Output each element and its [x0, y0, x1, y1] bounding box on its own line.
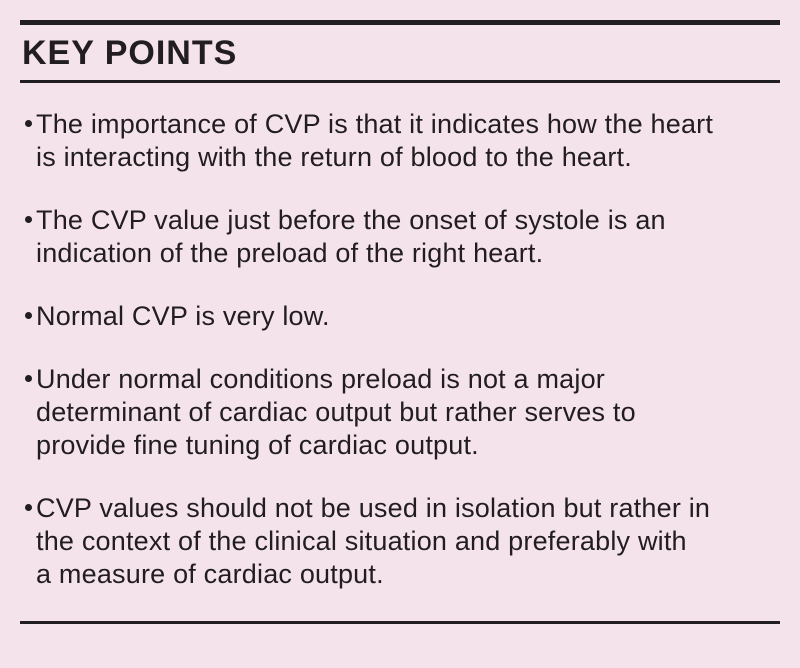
bullet-icon — [25, 120, 32, 127]
key-points-box — [0, 20, 800, 668]
list-item — [20, 492, 780, 591]
list-item — [20, 300, 780, 333]
list-item-line: The importance of CVP is that it indicates how the heart — [36, 109, 714, 139]
list-item-line: a measure of cardiac output. — [36, 559, 384, 589]
list-item-line: provide fine tuning of cardiac output. — [36, 430, 479, 460]
list-item — [20, 108, 780, 174]
key-points-heading: KEY POINTS — [22, 34, 238, 72]
key-points-list — [20, 108, 780, 591]
bullet-icon — [25, 375, 32, 382]
list-item-line: determinant of cardiac output but rather serves to — [36, 397, 636, 427]
list-item-line: The CVP value just before the onset of systole is an — [36, 205, 666, 235]
heading-rule — [20, 80, 780, 83]
list-item-line: the context of the clinical situation and preferably with — [36, 526, 687, 556]
bullet-icon — [25, 504, 32, 511]
list-item — [20, 204, 780, 270]
list-item-line: indication of the preload of the right heart. — [36, 238, 544, 268]
list-item-line: Under normal conditions preload is not a major — [36, 364, 605, 394]
list-item-line: CVP values should not be used in isolation but rather in — [36, 493, 711, 523]
list-item-line: Normal CVP is very low. — [36, 301, 330, 331]
bullet-icon — [25, 216, 32, 223]
bullet-icon — [25, 312, 32, 319]
top-rule — [20, 20, 780, 25]
list-item-line: is interacting with the return of blood to the heart. — [36, 142, 632, 172]
list-item — [20, 363, 780, 462]
bottom-rule — [20, 621, 780, 624]
